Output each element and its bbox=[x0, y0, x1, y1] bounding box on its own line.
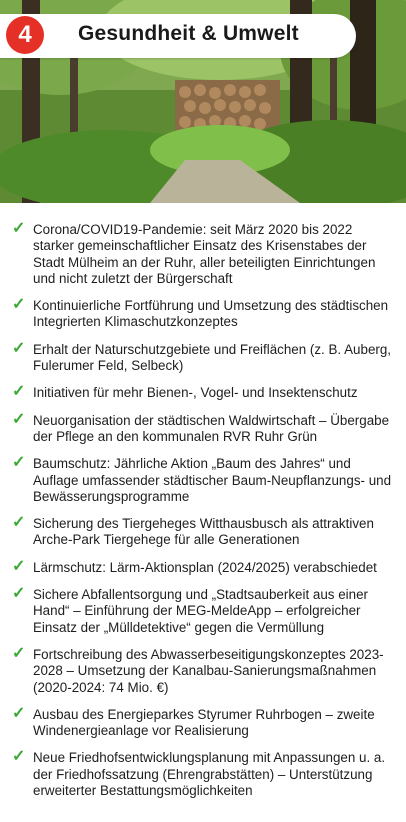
list-item-text: Initiativen für mehr Bienen-, Vogel- und Insektenschutz bbox=[33, 385, 358, 401]
check-icon: ✓ bbox=[12, 644, 26, 662]
check-icon: ✓ bbox=[12, 748, 26, 766]
list-item bbox=[0, 557, 406, 576]
list-item bbox=[0, 385, 406, 401]
achievement-list bbox=[0, 222, 406, 810]
list-item-text: Neue Friedhofsentwicklungsplanung mit Anpassungen u. a. der Friedhofssatzung (Ehrengrabstätten) – Unterstützung erweiterter Bestattungsmöglichkeiten bbox=[33, 750, 386, 799]
list-item bbox=[0, 644, 406, 696]
list-item-text: Fortschreibung des Abwasserbeseitigungskonzeptes 2023-2028 – Umsetzung der Kanalbau-Sanierungsmaßnahmen (2020-2024: 74 Mio. €) bbox=[33, 646, 384, 695]
check-icon: ✓ bbox=[12, 220, 26, 237]
list-item bbox=[0, 704, 406, 740]
list-item bbox=[0, 339, 406, 375]
page-title: Gesundheit & Umwelt bbox=[78, 22, 299, 45]
list-item bbox=[0, 410, 406, 446]
list-item bbox=[0, 587, 406, 636]
list-item-text: Ausbau des Energieparkes Styrumer Ruhrbogen – zweite Windenergieanlage vor Realisierung bbox=[33, 706, 375, 739]
list-item-text: Corona/COVID19-Pandemie: seit März 2020 bis 2022 starker gemeinschaftlicher Einsatz des Krisenstabes der Stadt Mülheim an der Ruhr, aller beteiligten Einrichtungen und nicht zuletzt der Bürgerschaft bbox=[33, 222, 376, 286]
check-icon: ✓ bbox=[12, 339, 26, 357]
check-icon: ✓ bbox=[12, 296, 26, 314]
list-item-text: Baumschutz: Jährliche Aktion „Baum des Jahres“ und Auflage umfassender städtischer Baum-Neupflanzungs- und Bewässerungsprogramme bbox=[33, 456, 392, 504]
check-icon: ✓ bbox=[12, 704, 26, 722]
list-item bbox=[0, 298, 406, 331]
list-item-text: Erhalt der Naturschutzgebiete und Freiflächen (z. B. Auberg, Fulerumer Feld, Selbeck) bbox=[33, 341, 392, 374]
list-item bbox=[0, 750, 406, 799]
list-item-text: Kontinuierliche Fortführung und Umsetzung des städtischen Integrierten Klimaschutzkonzeptes bbox=[33, 298, 389, 330]
check-icon: ✓ bbox=[12, 585, 26, 603]
check-icon: ✓ bbox=[12, 454, 26, 472]
check-icon: ✓ bbox=[12, 514, 26, 532]
list-item bbox=[0, 222, 406, 287]
list-item-text: Lärmschutz: Lärm-Aktionsplan (2024/2025) verabschiedet bbox=[33, 559, 377, 575]
check-icon: ✓ bbox=[12, 383, 26, 401]
list-item-text: Neuorganisation der städtischen Waldwirtschaft – Übergabe der Pflege an den kommunalen RVR Ruhr Grün bbox=[33, 412, 390, 444]
check-icon: ✓ bbox=[12, 557, 26, 575]
list-item-text: Sicherung des Tiergeheges Witthausbusch als attraktiven Arche-Park Tiergehege für alle Generationen bbox=[33, 516, 374, 548]
section-number-badge: 4 bbox=[6, 16, 44, 54]
list-item bbox=[0, 516, 406, 549]
list-item-text: Sichere Abfallentsorgung und „Stadtsauberkeit aus einer Hand“ – Einführung der MEG-MeldeApp – erfolgreicher Einsatz der „Mülldetektive“ gegen die Vermüllung bbox=[33, 587, 368, 635]
list-item bbox=[0, 456, 406, 505]
check-icon: ✓ bbox=[12, 410, 26, 428]
